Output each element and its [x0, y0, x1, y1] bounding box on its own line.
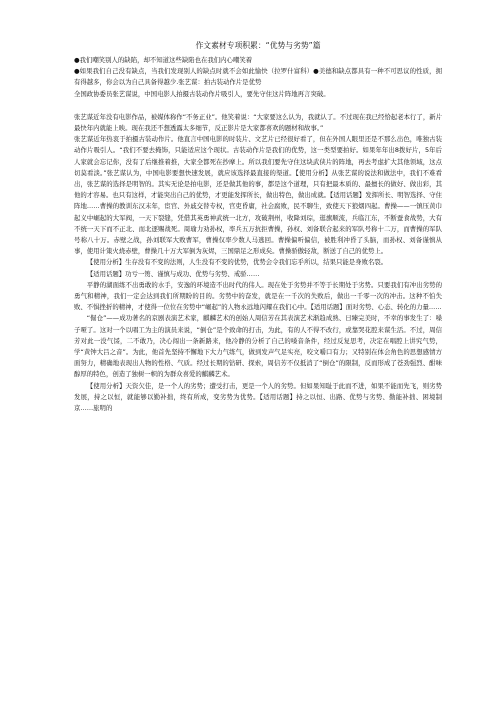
paragraph: 【使用分析】天资欠佳，是一个人的劣势；遭受打击，更是一个人的劣势。但如果知耻于此而不进，如果不能而先飞，则劣势发展，持之以恒，就能够以勤补拙，终有所成，变劣势为优势。【适用话题】持之以恒、出路、优势与劣势、勤能补拙、困境制京……旅明的 [74, 381, 442, 413]
paragraph: ●如果我们自己没有缺点，当我们发现别人的缺点时就不会如此愉快（拉罗什富科）●美德和缺点都具有一种不可思议的性质，拥有得越多，你会以为自己具备得越少.张艺谋：拍古装动作片是优势 [74, 67, 442, 87]
paragraph: 张艺谋近年没有电影作品，被媒体称作“不务正业”。他笑着说：“大家要这么认为，我就认了。不过现在我已经恰起老本行了，新片最快年内就能上映。现在我还不想透露太多细节，反正影片是大家都喜欢的题材和故事。” [74, 112, 442, 133]
paragraph-gap [74, 100, 442, 112]
paragraph: 平静的湖面练不出勇敢的水手，安逸的环境造不出时代的伟人。现在处于劣势并不等于长期处于劣势。只要我们有冲出劣势的勇气和精神，我们一定会达到我们所期盼的目的。劣势中的奋发，就是在一千次的失败后，做出一千零一次的冲击。这种不怕失败、不惧挫折的精神，才使得一位位在劣势中“崛起”的人物永远地闪耀在我们心中。【适用话题】面对劣势、心态、转化的力量…… [74, 280, 442, 312]
paragraph: 【适用话题】功亏一篑、谨慎与成功、优势与劣势、戒骄…… [86, 269, 260, 278]
paragraph: 张艺谋近年热衷于拍摄古装动作片。他直言中国电影的时装片、文艺片已经很好看了，但在外国人眼里还是不那么出色，唯独古装动作片吸引人。“我们不要去掩饰，只能适应这个现状。古装动作片是我们的优势，这一类型要拍好。如果年年出8拨好片，5年后人家就会忘记你，没有了后继推着推，大家全都死在抄摩上。所以我们要先守住这块武侠片的阵地，再去考虑扩大其他领域，这点切莫看淡。”张艺谋认为，中国电影要想快速发展，就应该选择最直接的渠道。【使用分析】从张艺谋的说法和做法中，我们不难看出，张艺谋的选择是明智的。其实无论是拍电影，还是做其他的事，都是这个道理，只有把最本质的、最擅长的做好、做出彩，其他的才容易。也只有这样，才能突出自己的优势，才更能发挥所长，做出特色，做出成就。【适用话题】发挥所长、明智选择、守住阵地……曹操的教训东汉末年，宦官、外戚交替专权，官吏昏庸，社会腐败，民不聊生，致使天下狼烟四起。曹操——一镇压黄巾起义中崛起的大军阀，一天下裂缝，凭借其英勇神武统一北方，攻破荆州，收降刘琮，逛旗顺流，兵临江东，不断蚕食战势，大有不统一天下而不正北、而北逐赐战死。周瑜力劝孙权，率兵五万抗拒曹操，孙权、刘备联合起来的军队号称十二万，而曹操的军队号称八十万。赤壁之战，孙刘联军大败曹军，曹操仅率少数人马逃回。曹操偏听偏信，被胜利冲昏了头脑，而孙权、刘备谨慎从事，使用计策火烧赤壁，曹操几十万大军倒为灰烬，三国鼎足之形成矣。曹操骄傲轻敌，断送了自己的优势上。 [74, 135, 442, 256]
document-body [74, 55, 442, 414]
paragraph: 全国政协委员张艺谋说，中国电影人拍摄古装动作片吸引人，要先守住这片阵地再言突破。 [74, 89, 330, 98]
paragraph: ●我们嘲笑别人的缺陷，却不知道这些缺陷也在我们内心嘲笑着 [74, 56, 253, 64]
document-title: 作文素材专项积累：“优势与劣势”篇 [195, 41, 321, 50]
paragraph: “倔仓”——成功著名的京剧表演艺术家，麒麟艺术的创始人周信芳在其表演艺术渐趋成熟、日臻完美时，不幸的事发生了：嗓子哑了。这对一个以唱工为主的演员来说，“倒仓”是个致命的打击，为此，有的人不得不改行，或靠哭花腔来谋生活。不过，周信芳对此一没气馁，二不敢乃，决心闯出一条新路来，他冷静的分析了自己的嗓音条件，经过反复思考，决定在唱腔上讲究气势，学“黄钟大吕之音”。为此，他首先坚持不懈地下大力气练气，做到发声气足实亮，咬文嚼口有力；又特别在体会角色的思想感情方面努力，精确地表现出人物的性格、气质。经过长期的钻研、探索，周信芳不仅抵消了“倒仓”的限制，反而形成了苍劲强烈、酣味醇厚的特色，创造了独树一帜的为群众喜爱的麒麟艺术。 [74, 314, 442, 379]
paragraph: 【使用分析】生存没有不变的法则，人生没有不变的优势，优势会令我们忘乎所以，结果只能是身败名裂。 [86, 258, 388, 267]
